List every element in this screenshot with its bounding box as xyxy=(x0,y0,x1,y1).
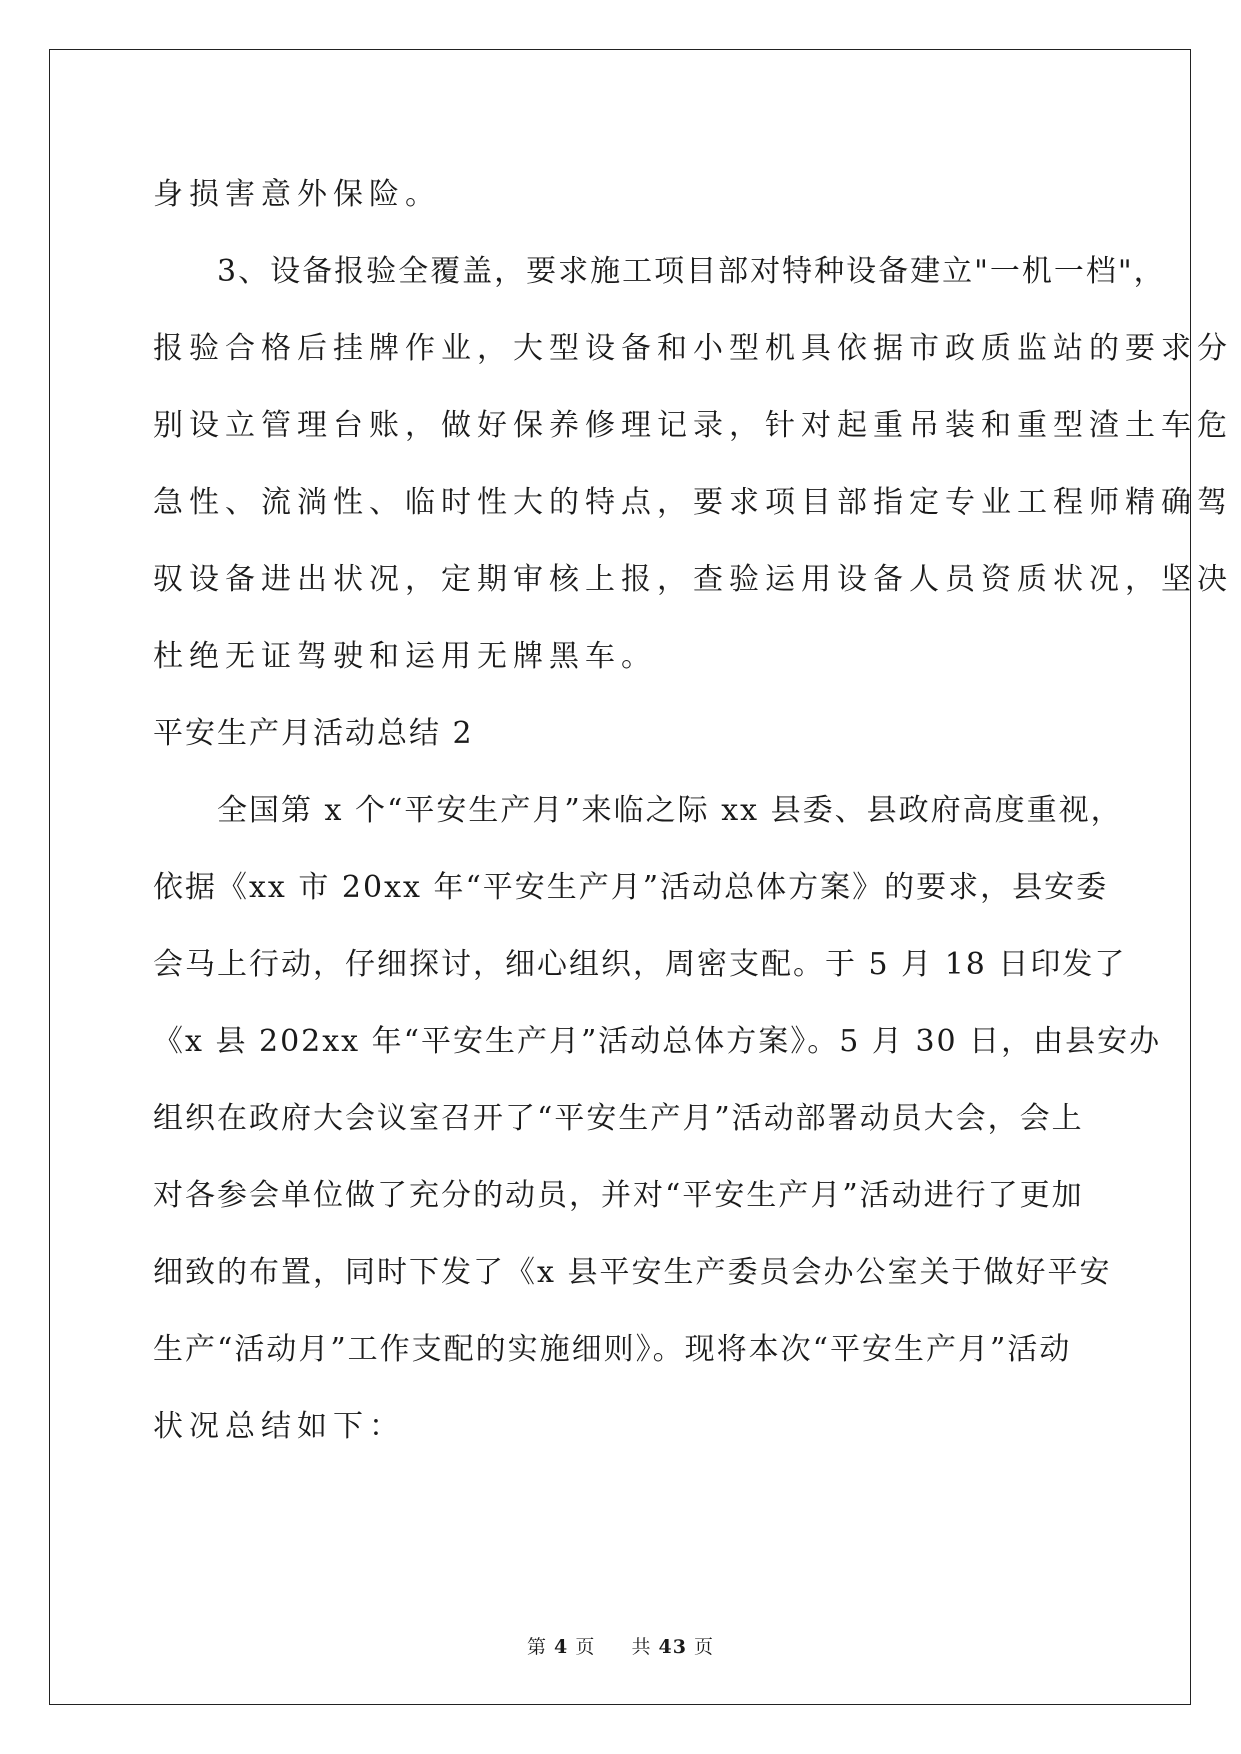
text-line: 《x 县 202xx 年“平安生产月”活动总体方案》。5 月 30 日，由县安办 xyxy=(153,1024,1162,1059)
total-suffix: 页 xyxy=(694,1636,715,1658)
page-number: 4 xyxy=(554,1636,569,1658)
text-line: 驭设备进出状况，定期审核上报，查验运用设备人员资质状况，坚决 xyxy=(153,562,1233,597)
page-footer xyxy=(0,1632,1241,1659)
total-pages: 43 xyxy=(658,1636,687,1658)
text-line: 状况总结如下： xyxy=(153,1409,405,1444)
text-line: 生产“活动月”工作支配的实施细则》。现将本次“平安生产月”活动 xyxy=(153,1332,1072,1367)
text-line: 别设立管理台账，做好保养修理记录，针对起重吊装和重型渣土车危 xyxy=(153,408,1233,443)
text-line: 全国第 x 个“平安生产月”来临之际 xx 县委、县政府高度重视， xyxy=(153,793,1123,828)
text-line: 3、设备报验全覆盖，要求施工项目部对特种设备建立"一机一档"， xyxy=(153,254,1166,289)
text-line: 报验合格后挂牌作业，大型设备和小型机具依据市政质监站的要求分 xyxy=(153,331,1233,366)
section-heading: 平安生产月活动总结 2 xyxy=(153,716,474,751)
text-line: 对各参会单位做了充分的动员，并对“平安生产月”活动进行了更加 xyxy=(153,1178,1084,1213)
total-prefix: 共 xyxy=(631,1636,652,1658)
page-suffix: 页 xyxy=(575,1636,596,1658)
text-line: 杜绝无证驾驶和运用无牌黑车。 xyxy=(153,639,657,674)
text-line: 细致的布置，同时下发了《x 县平安生产委员会办公室关于做好平安 xyxy=(153,1255,1112,1290)
page-prefix: 第 xyxy=(526,1636,547,1658)
text-line: 组织在政府大会议室召开了“平安生产月”活动部署动员大会，会上 xyxy=(153,1101,1084,1136)
text-line: 依据《xx 市 20xx 年“平安生产月”活动总体方案》的要求，县安委 xyxy=(153,870,1109,905)
text-line: 身损害意外保险。 xyxy=(153,177,441,212)
text-line: 急性、流淌性、临时性大的特点，要求项目部指定专业工程师精确驾 xyxy=(153,485,1233,520)
text-line: 会马上行动，仔细探讨，细心组织，周密支配。于 5 月 18 日印发了 xyxy=(153,947,1127,982)
document-body xyxy=(153,156,1233,1465)
